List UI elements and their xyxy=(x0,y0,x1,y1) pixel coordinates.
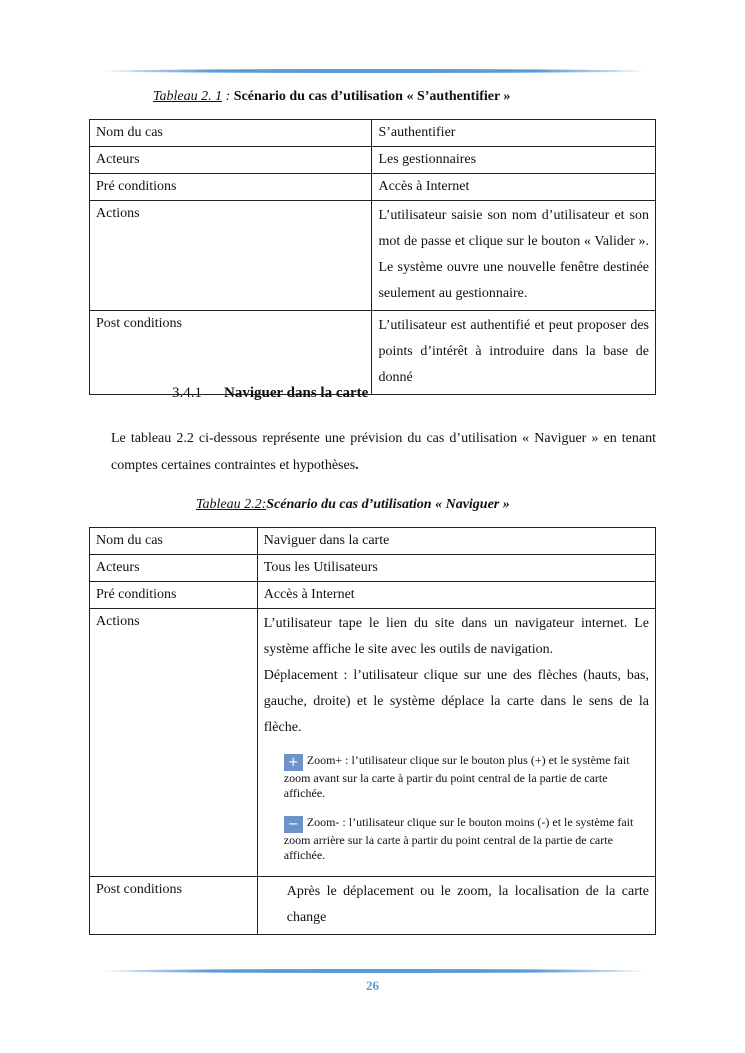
table-cell-value: Tous les Utilisateurs xyxy=(257,555,655,582)
table1-caption-label: Tableau 2. 1 xyxy=(153,89,223,104)
header-rule xyxy=(104,69,644,73)
section-number: 3.4.1 xyxy=(172,385,202,401)
footer-rule xyxy=(104,969,644,973)
table-cell-value: Accès à Internet xyxy=(257,582,655,609)
table-cell-value: Accès à Internet xyxy=(372,174,656,201)
table2 xyxy=(89,527,656,935)
table-cell-key: Actions xyxy=(90,609,258,877)
table-cell-value: Après le déplacement ou le zoom, la localisation de la carte change xyxy=(257,877,655,935)
table-cell-key: Pré conditions xyxy=(90,582,258,609)
table-cell-value: L’utilisateur est authentifié et peut proposer des points d’intérêt à introduire dans la base de donné xyxy=(372,311,656,395)
table2-caption-title: Scénario du cas d’utilisation « Naviguer » xyxy=(266,497,510,512)
table-cell-value: L’utilisateur saisie son nom d’utilisateur et son mot de passe et clique sur le bouton « Valider ». Le système ouvre une nouvelle fenêtre destinée seulement au gestionnaire. xyxy=(372,201,656,311)
paragraph-text: Le tableau 2.2 ci-dessous représente une prévision du cas d’utilisation « Naviguer » en tenant comptes certaines contraintes et hypothèses xyxy=(111,431,656,473)
zoom-out-icon: − xyxy=(284,816,303,833)
table1 xyxy=(89,119,656,395)
table-cell-value: S’authentifier xyxy=(372,120,656,147)
table-cell-actions xyxy=(257,609,655,877)
table-cell-key: Post conditions xyxy=(90,877,258,935)
paragraph-end: . xyxy=(355,458,359,473)
zoom-out-text: Zoom- : l’utilisateur clique sur le bouton moins (-) et le système fait zoom arrière sur la carte à partir du point central de la partie de carte affichée. xyxy=(283,815,634,862)
table-cell-value: Naviguer dans la carte xyxy=(257,528,655,555)
zoom-in-icon: + xyxy=(284,754,303,771)
table-row xyxy=(90,147,656,174)
table-row xyxy=(90,877,656,935)
table-row xyxy=(90,311,656,395)
zoom-out-block xyxy=(284,815,649,863)
table2-caption-label: Tableau 2.2: xyxy=(196,497,267,512)
table-row xyxy=(90,555,656,582)
table-cell-key: Post conditions xyxy=(90,311,372,395)
section-title: Naviguer dans la carte xyxy=(224,385,369,401)
table-row xyxy=(90,120,656,147)
page-number: 26 xyxy=(366,978,379,993)
table-cell-value: Les gestionnaires xyxy=(372,147,656,174)
table-cell-key: Nom du cas xyxy=(90,528,258,555)
actions-line-2: Déplacement : l’utilisateur clique sur une des flèches (hauts, bas, gauche, droite) et le système déplace la carte dans le sens de la flèche. xyxy=(263,668,649,735)
section-heading xyxy=(172,385,368,402)
table-row xyxy=(90,609,656,877)
table1-caption-sep: : xyxy=(222,89,234,104)
table-cell-key: Nom du cas xyxy=(90,120,372,147)
table1-caption xyxy=(153,89,510,105)
table-row xyxy=(90,528,656,555)
table-cell-key: Actions xyxy=(90,201,372,311)
table2-caption xyxy=(196,497,510,513)
table-cell-key: Acteurs xyxy=(90,555,258,582)
zoom-in-block xyxy=(284,753,649,801)
actions-line-1: L’utilisateur tape le lien du site dans un navigateur internet. Le système affiche le site avec les outils de navigation. xyxy=(263,616,649,657)
table-row xyxy=(90,582,656,609)
table-cell-key: Acteurs xyxy=(90,147,372,174)
zoom-in-text: Zoom+ : l’utilisateur clique sur le bouton plus (+) et le système fait zoom avant sur la carte à partir du point central de la partie de carte affichée. xyxy=(283,753,630,800)
table-row xyxy=(90,174,656,201)
section-paragraph xyxy=(111,425,656,479)
table-cell-key: Pré conditions xyxy=(90,174,372,201)
table1-caption-title: Scénario du cas d’utilisation « S’authentifier » xyxy=(233,89,511,104)
table-row xyxy=(90,201,656,311)
